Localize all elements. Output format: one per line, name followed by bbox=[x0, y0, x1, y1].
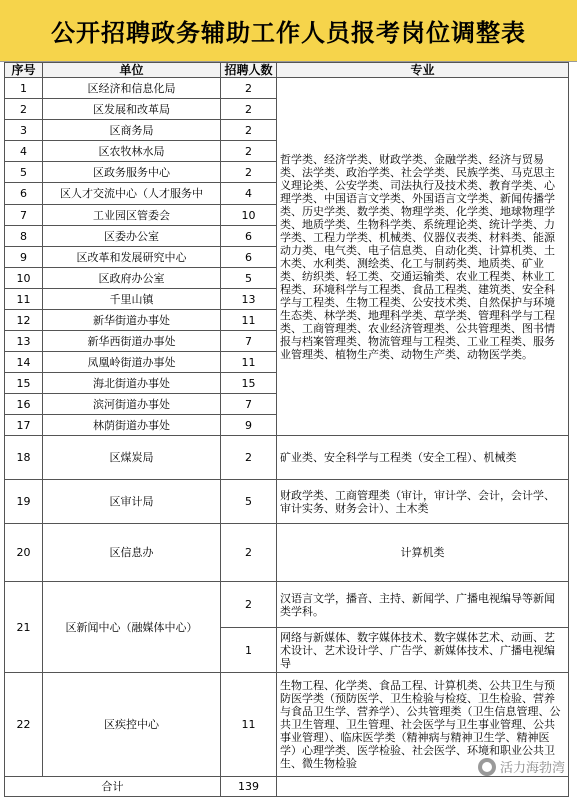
row-count: 13 bbox=[221, 289, 277, 310]
row-major: 计算机类 bbox=[277, 524, 569, 582]
wechat-logo-icon bbox=[478, 758, 496, 776]
row-seq: 13 bbox=[5, 331, 43, 352]
row-seq: 15 bbox=[5, 373, 43, 394]
row-count: 2 bbox=[221, 120, 277, 141]
row-seq: 6 bbox=[5, 183, 43, 205]
row-seq: 10 bbox=[5, 268, 43, 289]
row-seq: 9 bbox=[5, 247, 43, 268]
row-count: 11 bbox=[221, 352, 277, 373]
row-unit: 区改革和发展研究中心 bbox=[43, 247, 221, 268]
header-seq: 序号 bbox=[5, 63, 43, 78]
row-count: 5 bbox=[221, 480, 277, 524]
row-unit: 区信息办 bbox=[43, 524, 221, 582]
row-count: 1 bbox=[221, 628, 277, 673]
row-count: 6 bbox=[221, 247, 277, 268]
row-seq: 18 bbox=[5, 436, 43, 480]
row-unit: 凤凰岭街道办事处 bbox=[43, 352, 221, 373]
header-count: 招聘人数 bbox=[221, 63, 277, 78]
row-unit: 区发展和改革局 bbox=[43, 99, 221, 120]
row-seq: 11 bbox=[5, 289, 43, 310]
row-seq: 5 bbox=[5, 162, 43, 183]
row-count: 11 bbox=[221, 310, 277, 331]
row-seq: 7 bbox=[5, 205, 43, 226]
row-major: 财政学类、工商管理类（审计，审计学、会计，会计学、审计实务、财务会计）、土木类 bbox=[277, 480, 569, 524]
row-count: 15 bbox=[221, 373, 277, 394]
row-major: 网络与新媒体、数字媒体技术、数字媒体艺术、动画、艺术设计、艺术设计学、广告学、新媒体技术、广播电视编导 bbox=[277, 628, 569, 673]
watermark bbox=[478, 757, 565, 776]
row-major: 矿业类、安全科学与工程类（安全工程）、机械类 bbox=[277, 436, 569, 480]
total-major bbox=[277, 777, 569, 797]
row-unit: 千里山镇 bbox=[43, 289, 221, 310]
row-unit: 区煤炭局 bbox=[43, 436, 221, 480]
row-unit: 区委办公室 bbox=[43, 226, 221, 247]
row-unit: 区审计局 bbox=[43, 480, 221, 524]
row-unit: 区政务服务中心 bbox=[43, 162, 221, 183]
row-major: 哲学类、经济学类、财政学类、金融学类、经济与贸易类、法学类、政治学类、社会学类、民族学类、马克思主义理论类、公安学类、司法执行及技术类、教育学类、心理学类、中国语言文学类、外国语言文学类、新闻传播学类、历史学类、数学类、物理学类、化学类、地球物理学类、地质学类、生物科学类、系统理论类、统计学类、力学类、工程力学类、机械类、仪器仪表类、材料类、能源动力类、电气类、电子信息类、自动化类、计算机类、土木类、水利类、测绘类、化工与制药类、地质类、矿业类、纺织类、轻工类、交通运输类、农业工程类、林业工程类、环境科学与工程类、食品工程类、建筑类、安全科学与工程类、生物工程类、公安技术类、自然保护与环境生态类、林学类、地理科学类、草学类、管理科学与工程类、工商管理类、农业经济管理类、公共管理类、图书情报与档案管理类、物流管理与工程类、工业工程类、服务业管理类、植物生产类、动物生产类、动物医学类。 bbox=[277, 78, 569, 436]
row-count: 2 bbox=[221, 436, 277, 480]
row-unit: 区农牧林水局 bbox=[43, 141, 221, 162]
row-unit: 林荫街道办事处 bbox=[43, 415, 221, 436]
row-unit: 区商务局 bbox=[43, 120, 221, 141]
row-seq: 2 bbox=[5, 99, 43, 120]
row-unit: 新华街道办事处 bbox=[43, 310, 221, 331]
row-count: 7 bbox=[221, 331, 277, 352]
table-row bbox=[5, 480, 569, 524]
row-unit: 工业园区管委会 bbox=[43, 205, 221, 226]
row-seq: 1 bbox=[5, 78, 43, 99]
row-unit: 区政府办公室 bbox=[43, 268, 221, 289]
row-seq: 21 bbox=[5, 582, 43, 673]
row-count: 2 bbox=[221, 141, 277, 162]
row-count: 6 bbox=[221, 226, 277, 247]
row-unit: 海北街道办事处 bbox=[43, 373, 221, 394]
row-major: 汉语言文学，播音、主持、新闻学、广播电视编导等新闻类学科。 bbox=[277, 582, 569, 628]
total-label: 合计 bbox=[5, 777, 221, 797]
table-header-row bbox=[5, 63, 569, 78]
row-count: 2 bbox=[221, 582, 277, 628]
row-unit: 滨河街道办事处 bbox=[43, 394, 221, 415]
header-unit: 单位 bbox=[43, 63, 221, 78]
table-row bbox=[5, 582, 569, 628]
row-seq: 22 bbox=[5, 673, 43, 777]
table-row bbox=[5, 436, 569, 480]
table-row bbox=[5, 78, 569, 99]
row-count: 10 bbox=[221, 205, 277, 226]
row-count: 2 bbox=[221, 99, 277, 120]
total-row bbox=[5, 777, 569, 797]
positions-table bbox=[4, 62, 569, 797]
row-seq: 17 bbox=[5, 415, 43, 436]
row-unit: 区疾控中心 bbox=[43, 673, 221, 777]
watermark-text: 活力海勃湾 bbox=[499, 761, 565, 776]
row-seq: 19 bbox=[5, 480, 43, 524]
row-unit: 区新闻中心（融媒体中心） bbox=[43, 582, 221, 673]
row-seq: 20 bbox=[5, 524, 43, 582]
row-major: 生物工程、化学类、食品工程、计算机类、公共卫生与预防医学类（预防医学、卫生检验与检疫、卫生检验、营养与食品卫生学、营养学）、公共管理类（卫生信息管理、公共卫生管理、卫生管理、社会医学与卫生事业管理、公共事业管理）、临床医学类（精神病与精神卫生学、精神医学）心理学类、医学检验、社会医学、环境和职业公共卫生、微生物检验 bbox=[277, 673, 569, 777]
row-unit: 区经济和信息化局 bbox=[43, 78, 221, 99]
row-unit: 区人才交流中心（人才服务中 bbox=[43, 183, 221, 205]
total-count: 139 bbox=[221, 777, 277, 797]
row-seq: 3 bbox=[5, 120, 43, 141]
row-count: 9 bbox=[221, 415, 277, 436]
row-unit: 新华西街道办事处 bbox=[43, 331, 221, 352]
row-count: 5 bbox=[221, 268, 277, 289]
row-seq: 16 bbox=[5, 394, 43, 415]
row-count: 11 bbox=[221, 673, 277, 777]
row-count: 7 bbox=[221, 394, 277, 415]
table-row bbox=[5, 524, 569, 582]
row-seq: 14 bbox=[5, 352, 43, 373]
page-title: 公开招聘政务辅助工作人员报考岗位调整表 bbox=[0, 0, 577, 62]
row-seq: 4 bbox=[5, 141, 43, 162]
row-count: 4 bbox=[221, 183, 277, 205]
header-major: 专业 bbox=[277, 63, 569, 78]
row-count: 2 bbox=[221, 162, 277, 183]
row-seq: 8 bbox=[5, 226, 43, 247]
row-count: 2 bbox=[221, 524, 277, 582]
row-count: 2 bbox=[221, 78, 277, 99]
row-seq: 12 bbox=[5, 310, 43, 331]
